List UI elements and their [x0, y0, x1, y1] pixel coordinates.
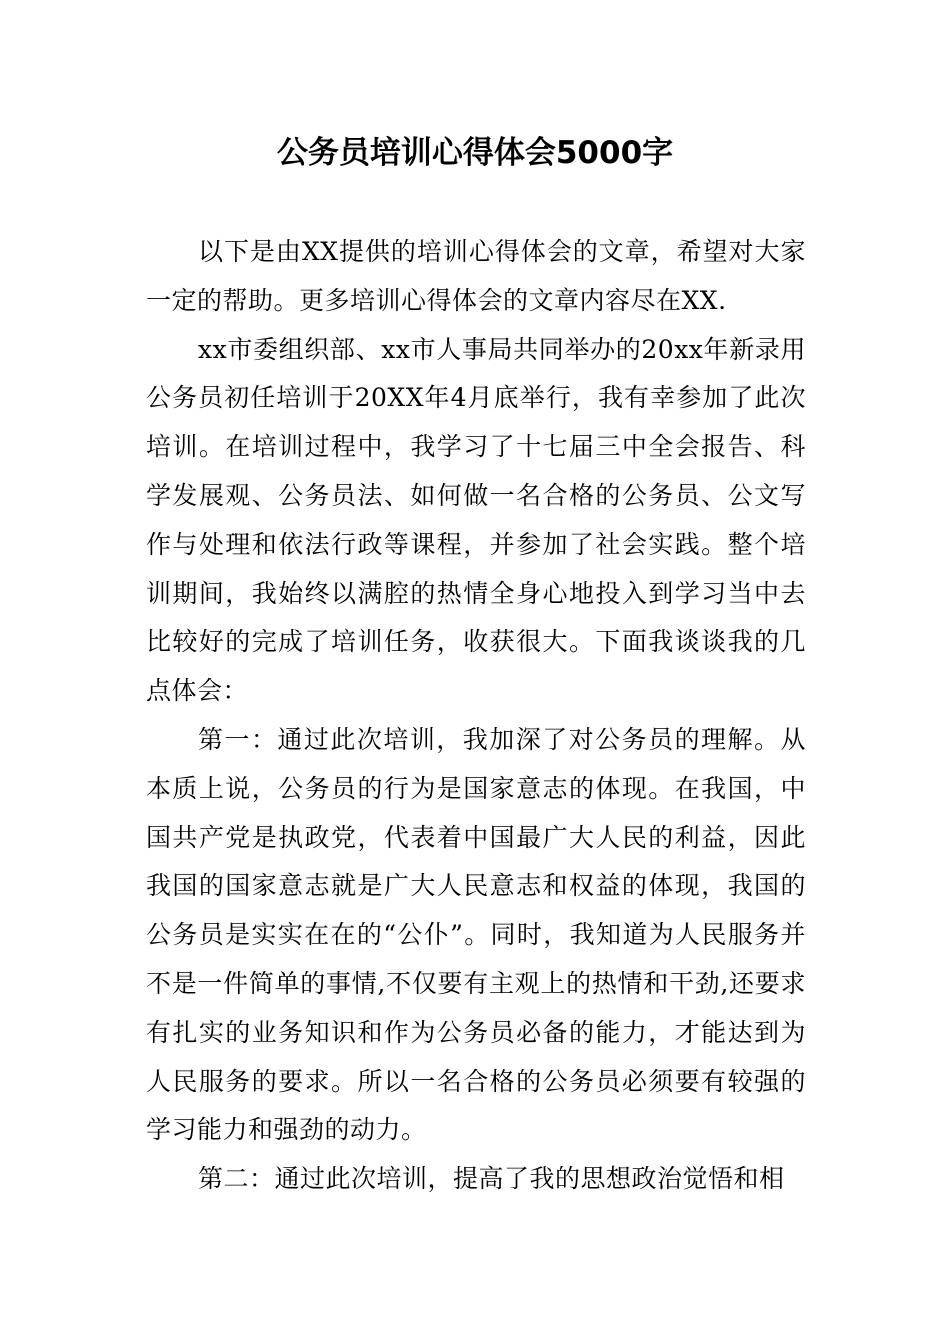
document-body — [146, 228, 806, 1204]
paragraph-point-one: 第一：通过此次培训，我加深了对公务员的理解。从本质上说，公务员的行为是国家意志的体现。在我国，中国共产党是执政党，代表着中国最广大人民的利益，因此我国的国家意志就是广大人民意志和权益的体现，我国的公务员是实实在在的“公仆”。同时，我知道为人民服务并不是一件简单的事情,不仅要有主观上的热情和干劲,还要求有扎实的业务知识和作为公务员必备的能力，才能达到为人民服务的要求。所以一名合格的公务员必须要有较强的学习能力和强劲的动力。 — [146, 724, 806, 1145]
paragraph-training-overview: xx市委组织部、xx市人事局共同举办的20xx年新录用公务员初任培训于20XX年4月底举行，我有幸参加了此次培训。在培训过程中，我学习了十七届三中全会报告、科学发展观、公务员法、如何做一名合格的公务员、公文写作与处理和依法行政等课程，并参加了社会实践。整个培训期间，我始终以满腔的热情全身心地投入到学习当中去比较好的完成了培训任务，收获很大。下面我谈谈我的几点体会： — [146, 334, 806, 706]
paragraph-intro: 以下是由XX提供的培训心得体会的文章，希望对大家一定的帮助。更多培训心得体会的文章内容尽在XX. — [146, 237, 806, 315]
paragraph-point-two: 第二：通过此次培训，提高了我的思想政治觉悟和相 — [198, 1164, 785, 1194]
document-title: 公务员培训心得体会5000字 — [276, 135, 674, 171]
